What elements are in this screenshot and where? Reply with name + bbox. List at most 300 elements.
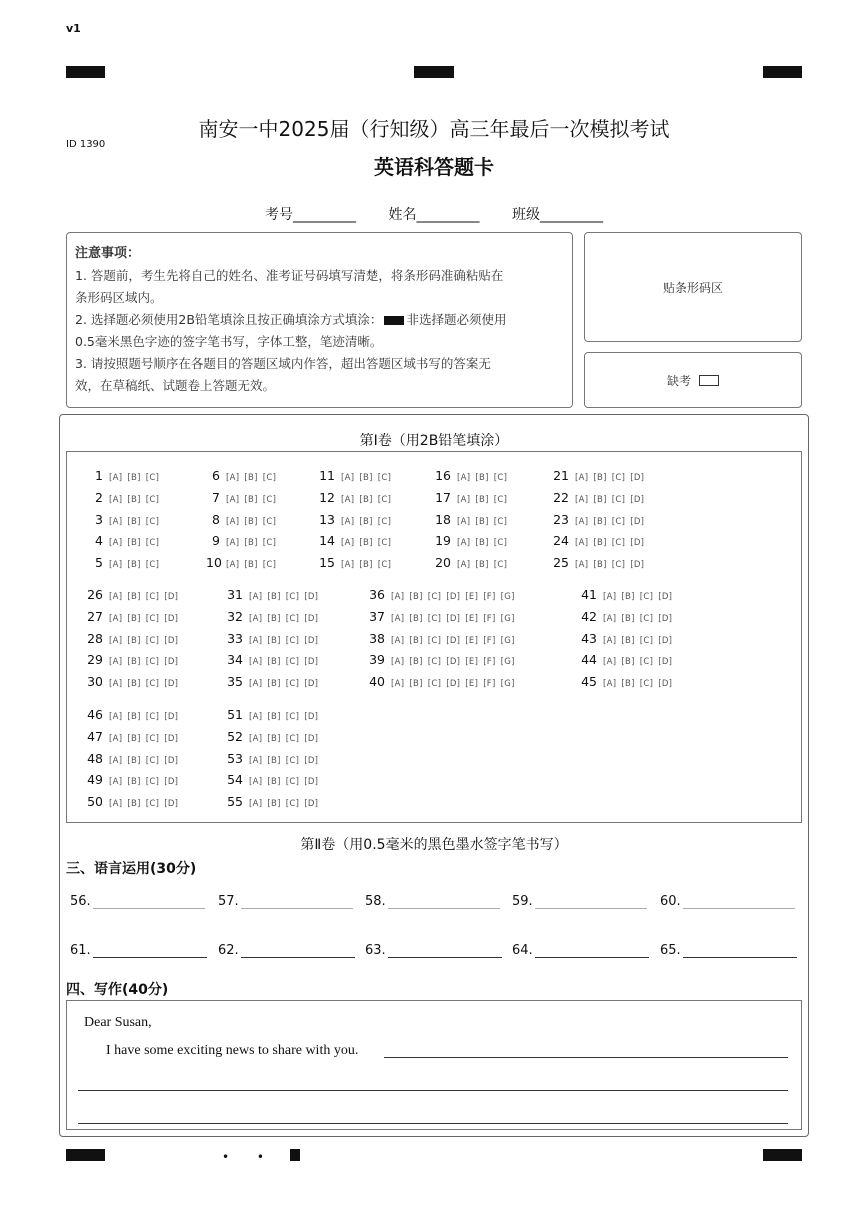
answer-bubble[interactable]: [A]: [226, 560, 240, 571]
answer-bubble[interactable]: [A]: [109, 538, 123, 549]
exam-number-field[interactable]: 考号_________: [265, 207, 357, 223]
answer-bubble[interactable]: [E]: [465, 635, 479, 646]
answer-bubble[interactable]: [B]: [127, 538, 141, 549]
answer-bubble[interactable]: [D]: [630, 494, 645, 505]
question-18-choices: [435, 512, 512, 527]
answer-bubble[interactable]: [A]: [603, 657, 617, 668]
blank-62[interactable]: 62.: [218, 943, 355, 958]
answer-bubble[interactable]: [D]: [164, 712, 179, 722]
answer-bubble[interactable]: [C]: [639, 679, 654, 690]
answer-bubble[interactable]: [A]: [249, 712, 263, 722]
notes-line: 0.5毫米黑色字迹的签字笔书写，字体工整，笔迹清晰。: [75, 334, 383, 349]
answer-bubble[interactable]: [C]: [639, 613, 654, 624]
answer-bubble[interactable]: [A]: [226, 473, 240, 483]
answer-bubble[interactable]: [C]: [377, 560, 392, 571]
answer-bubble[interactable]: [C]: [493, 473, 508, 483]
writing-area[interactable]: [66, 1000, 802, 1130]
answer-bubble[interactable]: [C]: [611, 538, 626, 549]
answer-bubble[interactable]: [A]: [457, 494, 471, 505]
answer-bubble[interactable]: [D]: [446, 635, 461, 646]
answer-bubble[interactable]: [A]: [391, 613, 405, 624]
question-14-choices: [319, 533, 396, 548]
answer-bubble[interactable]: [A]: [109, 733, 123, 744]
question-8-choices: [206, 512, 281, 527]
question-number: 3: [95, 511, 103, 527]
answer-bubble[interactable]: [C]: [639, 635, 654, 646]
blank-56[interactable]: 56.: [70, 894, 205, 909]
blank-60[interactable]: 60.: [660, 894, 795, 909]
answer-bubble[interactable]: [A]: [109, 777, 123, 788]
choice-answer-grid: [66, 451, 802, 823]
answer-bubble[interactable]: [D]: [164, 679, 179, 690]
question-12-choices: [319, 490, 396, 505]
question-number: 19: [435, 533, 451, 549]
answer-bubble[interactable]: [A]: [391, 657, 405, 668]
letter-first-sentence: I have some exciting news to share with you.: [106, 1043, 359, 1058]
question-25-choices: [551, 555, 649, 570]
question-number: 13: [319, 511, 335, 527]
answer-bubble[interactable]: [B]: [267, 613, 281, 624]
answer-bubble[interactable]: [B]: [127, 755, 141, 766]
answer-bubble[interactable]: [D]: [164, 657, 179, 668]
question-48-choices: [85, 751, 183, 766]
answer-bubble[interactable]: [D]: [630, 560, 645, 571]
answer-bubble[interactable]: [C]: [145, 799, 160, 810]
answer-bubble[interactable]: [A]: [341, 494, 355, 505]
answer-bubble[interactable]: [E]: [465, 679, 479, 690]
answer-bubble[interactable]: [B]: [267, 635, 281, 646]
answer-bubble[interactable]: [A]: [249, 679, 263, 690]
answer-bubble[interactable]: [B]: [244, 516, 258, 527]
answer-bubble[interactable]: [F]: [483, 635, 496, 646]
answer-bubble[interactable]: [C]: [262, 473, 277, 483]
answer-bubble[interactable]: [C]: [145, 755, 160, 766]
answer-bubble[interactable]: [A]: [109, 516, 123, 527]
answer-bubble[interactable]: [B]: [267, 592, 281, 602]
answer-bubble[interactable]: [D]: [304, 613, 319, 624]
question-number: 44: [581, 652, 597, 668]
answer-bubble[interactable]: [A]: [249, 799, 263, 810]
answer-bubble[interactable]: [A]: [391, 679, 405, 690]
answer-bubble[interactable]: [C]: [145, 733, 160, 744]
answer-bubble[interactable]: [D]: [164, 635, 179, 646]
timing-mark-bottom-right: [763, 1149, 802, 1161]
answer-bubble[interactable]: [B]: [127, 516, 141, 527]
answer-bubble[interactable]: [C]: [145, 712, 160, 722]
answer-bubble[interactable]: [C]: [262, 494, 277, 505]
answer-bubble[interactable]: [B]: [127, 592, 141, 602]
question-number: 4: [95, 533, 103, 549]
answer-bubble[interactable]: [C]: [427, 679, 442, 690]
answer-bubble[interactable]: [D]: [304, 799, 319, 810]
answer-bubble[interactable]: [A]: [109, 560, 123, 571]
answer-bubble[interactable]: [B]: [267, 712, 281, 722]
question-number: 37: [369, 608, 385, 624]
answer-bubble[interactable]: [B]: [267, 657, 281, 668]
question-38-choices: [367, 631, 520, 646]
notes-box: [66, 232, 573, 408]
question-50-choices: [85, 794, 183, 809]
answer-bubble[interactable]: [B]: [475, 560, 489, 571]
answer-bubble[interactable]: [A]: [249, 733, 263, 744]
question-30-choices: [85, 674, 183, 689]
blank-57[interactable]: 57.: [218, 894, 353, 909]
footer-dots: • • •: [222, 1150, 311, 1164]
answer-bubble[interactable]: [B]: [475, 473, 489, 483]
answer-bubble[interactable]: [C]: [493, 538, 508, 549]
answer-bubble[interactable]: [C]: [285, 755, 300, 766]
answer-bubble[interactable]: [A]: [109, 613, 123, 624]
notes-line: 条形码区域内。: [75, 290, 163, 305]
answer-bubble[interactable]: [C]: [145, 538, 160, 549]
barcode-label: 贴条形码区: [662, 280, 723, 295]
answer-bubble[interactable]: [A]: [341, 516, 355, 527]
answer-bubble[interactable]: [C]: [145, 613, 160, 624]
answer-bubble[interactable]: [D]: [164, 799, 179, 810]
answer-bubble[interactable]: [C]: [639, 657, 654, 668]
answer-bubble[interactable]: [B]: [621, 679, 635, 690]
question-number: 46: [87, 707, 103, 722]
answer-bubble[interactable]: [C]: [145, 657, 160, 668]
question-number: 23: [553, 511, 569, 527]
section2-title: 第Ⅱ卷（用0.5毫米的黑色墨水签字笔书写）: [300, 837, 568, 853]
answer-bubble[interactable]: [G]: [500, 657, 515, 668]
answer-bubble[interactable]: [D]: [658, 635, 673, 646]
answer-bubble[interactable]: [A]: [109, 635, 123, 646]
answer-bubble[interactable]: [D]: [658, 592, 673, 602]
exam-id: ID 1390: [66, 139, 106, 150]
question-number: 41: [581, 587, 597, 602]
answer-bubble[interactable]: [C]: [427, 657, 442, 668]
answer-bubble[interactable]: [B]: [127, 635, 141, 646]
blank-58[interactable]: 58.: [365, 894, 500, 909]
answer-bubble[interactable]: [B]: [127, 657, 141, 668]
answer-bubble[interactable]: [B]: [244, 538, 258, 549]
question-number: 5: [95, 555, 103, 571]
answer-bubble[interactable]: [D]: [446, 592, 461, 602]
question-26-choices: [85, 587, 183, 602]
question-6-choices: [206, 468, 281, 483]
answer-bubble[interactable]: [A]: [109, 592, 123, 602]
answer-bubble[interactable]: [B]: [621, 635, 635, 646]
answer-bubble[interactable]: [B]: [127, 799, 141, 810]
answer-bubble[interactable]: [G]: [500, 679, 515, 690]
question-number: 15: [319, 555, 335, 571]
answer-bubble[interactable]: [C]: [145, 473, 160, 483]
answer-bubble[interactable]: [B]: [475, 516, 489, 527]
question-19-choices: [435, 533, 512, 548]
writing-line[interactable]: [78, 1123, 788, 1124]
answer-bubble[interactable]: [A]: [575, 538, 589, 549]
answer-bubble[interactable]: [A]: [249, 777, 263, 788]
absent-box: [584, 352, 802, 408]
answer-bubble[interactable]: [D]: [658, 679, 673, 690]
answer-bubble[interactable]: [D]: [304, 635, 319, 646]
question-29-choices: [85, 652, 183, 667]
answer-bubble[interactable]: [C]: [611, 560, 626, 571]
answer-bubble[interactable]: [A]: [391, 592, 405, 602]
answer-bubble[interactable]: [C]: [285, 799, 300, 810]
barcode-area: [584, 232, 802, 342]
answer-bubble[interactable]: [B]: [244, 494, 258, 505]
answer-bubble[interactable]: [C]: [262, 560, 277, 571]
answer-bubble[interactable]: [D]: [304, 679, 319, 690]
answer-bubble[interactable]: [A]: [341, 538, 355, 549]
answer-bubble[interactable]: [C]: [427, 635, 442, 646]
answer-bubble[interactable]: [C]: [427, 592, 442, 602]
answer-bubble[interactable]: [D]: [446, 657, 461, 668]
answer-bubble[interactable]: [B]: [359, 494, 373, 505]
answer-bubble[interactable]: [B]: [409, 635, 423, 646]
question-28-choices: [85, 631, 183, 646]
answer-bubble[interactable]: [B]: [127, 679, 141, 690]
answer-bubble[interactable]: [D]: [304, 657, 319, 668]
question-5-choices: [91, 555, 164, 570]
answer-bubble[interactable]: [B]: [267, 755, 281, 766]
notes-line: 效，在草稿纸、试题卷上答题无效。: [75, 378, 276, 393]
answer-bubble[interactable]: [B]: [127, 613, 141, 624]
blank-59[interactable]: 59.: [512, 894, 647, 909]
answer-bubble[interactable]: [F]: [483, 679, 496, 690]
class-field[interactable]: 班级_________: [511, 207, 603, 223]
question-number: 40: [369, 674, 385, 690]
answer-bubble[interactable]: [A]: [575, 516, 589, 527]
answer-bubble[interactable]: [C]: [285, 657, 300, 668]
answer-bubble[interactable]: [C]: [145, 516, 160, 527]
answer-bubble[interactable]: [C]: [285, 679, 300, 690]
answer-bubble[interactable]: [B]: [621, 592, 635, 602]
answer-bubble[interactable]: [D]: [164, 592, 179, 602]
filled-bubble-example: [384, 316, 404, 325]
answer-bubble[interactable]: [A]: [603, 613, 617, 624]
blank-65[interactable]: 65.: [660, 943, 797, 958]
answer-bubble[interactable]: [D]: [658, 657, 673, 668]
answer-bubble[interactable]: [A]: [109, 679, 123, 690]
answer-bubble[interactable]: [B]: [359, 516, 373, 527]
question-3-choices: [91, 512, 164, 527]
answer-bubble[interactable]: [B]: [127, 494, 141, 505]
answer-bubble[interactable]: [C]: [262, 516, 277, 527]
answer-bubble[interactable]: [A]: [603, 635, 617, 646]
answer-bubble[interactable]: [C]: [285, 613, 300, 624]
answer-bubble[interactable]: [D]: [304, 733, 319, 744]
answer-bubble[interactable]: [F]: [483, 657, 496, 668]
answer-bubble[interactable]: [B]: [127, 733, 141, 744]
answer-bubble[interactable]: [B]: [475, 538, 489, 549]
answer-bubble[interactable]: [C]: [145, 635, 160, 646]
answer-bubble[interactable]: [B]: [593, 560, 607, 571]
answer-bubble[interactable]: [B]: [409, 613, 423, 624]
answer-bubble[interactable]: [B]: [127, 712, 141, 722]
answer-bubble[interactable]: [C]: [493, 516, 508, 527]
question-number: 7: [212, 489, 220, 505]
answer-bubble[interactable]: [A]: [575, 494, 589, 505]
answer-bubble[interactable]: [B]: [267, 733, 281, 744]
answer-bubble[interactable]: [D]: [304, 712, 319, 722]
answer-bubble[interactable]: [A]: [457, 560, 471, 571]
answer-bubble[interactable]: [A]: [109, 712, 123, 722]
question-number: 43: [581, 630, 597, 646]
answer-bubble[interactable]: [B]: [267, 679, 281, 690]
answer-bubble[interactable]: [D]: [304, 592, 319, 602]
answer-bubble[interactable]: [A]: [249, 657, 263, 668]
answer-bubble[interactable]: [A]: [249, 613, 263, 624]
answer-bubble[interactable]: [D]: [304, 777, 319, 788]
question-number: 31: [227, 587, 243, 602]
question-number: 53: [227, 750, 243, 766]
answer-bubble[interactable]: [B]: [359, 538, 373, 549]
answer-bubble[interactable]: [D]: [658, 613, 673, 624]
blank-64[interactable]: 64.: [512, 943, 649, 958]
question-number: 10: [206, 555, 222, 571]
writing-line[interactable]: [78, 1090, 788, 1091]
answer-bubble[interactable]: [F]: [483, 613, 496, 624]
question-number: 30: [87, 674, 103, 690]
answer-bubble[interactable]: [D]: [164, 733, 179, 744]
answer-bubble[interactable]: [B]: [244, 560, 258, 571]
answer-bubble[interactable]: [D]: [164, 755, 179, 766]
answer-bubble[interactable]: [A]: [457, 516, 471, 527]
answer-bubble[interactable]: [A]: [249, 635, 263, 646]
question-number: 47: [87, 728, 103, 744]
answer-bubble[interactable]: [E]: [465, 613, 479, 624]
answer-bubble[interactable]: [C]: [377, 494, 392, 505]
answer-bubble[interactable]: [A]: [603, 592, 617, 602]
name-field[interactable]: 姓名_________: [388, 207, 480, 223]
answer-bubble[interactable]: [C]: [639, 592, 654, 602]
answer-bubble[interactable]: [A]: [341, 473, 355, 483]
answer-bubble[interactable]: [B]: [593, 473, 607, 483]
answer-bubble[interactable]: [D]: [630, 473, 645, 483]
answer-bubble[interactable]: [C]: [377, 516, 392, 527]
answer-bubble[interactable]: [G]: [500, 635, 515, 646]
answer-bubble[interactable]: [C]: [611, 494, 626, 505]
answer-bubble[interactable]: [C]: [611, 473, 626, 483]
answer-bubble[interactable]: [G]: [500, 613, 515, 624]
answer-bubble[interactable]: [G]: [500, 592, 515, 602]
answer-bubble[interactable]: [A]: [457, 473, 471, 483]
answer-bubble[interactable]: [F]: [483, 592, 496, 602]
answer-bubble[interactable]: [C]: [285, 777, 300, 788]
answer-bubble[interactable]: [B]: [409, 592, 423, 602]
timing-mark-top-right: [763, 66, 802, 78]
answer-bubble[interactable]: [B]: [409, 679, 423, 690]
answer-bubble[interactable]: [E]: [465, 657, 479, 668]
answer-bubble[interactable]: [B]: [475, 494, 489, 505]
blank-63[interactable]: 63.: [365, 943, 502, 958]
answer-bubble[interactable]: [B]: [409, 657, 423, 668]
question-number: 35: [227, 674, 243, 690]
answer-bubble[interactable]: [C]: [145, 494, 160, 505]
answer-bubble[interactable]: [A]: [249, 592, 263, 602]
blank-61[interactable]: 61.: [70, 943, 207, 958]
answer-bubble[interactable]: [A]: [109, 657, 123, 668]
question-53-choices: [225, 751, 323, 766]
answer-bubble[interactable]: [C]: [285, 592, 300, 602]
answer-bubble[interactable]: [A]: [249, 755, 263, 766]
question-17-choices: [435, 490, 512, 505]
answer-bubble[interactable]: [A]: [109, 473, 123, 483]
answer-bubble[interactable]: [B]: [621, 613, 635, 624]
answer-bubble[interactable]: [C]: [377, 473, 392, 483]
answer-bubble[interactable]: [A]: [341, 560, 355, 571]
section1-title: 第Ⅰ卷（用2B铅笔填涂）: [359, 433, 509, 449]
question-number: 14: [319, 533, 335, 549]
question-37-choices: [367, 609, 520, 624]
question-number: 16: [435, 468, 451, 483]
answer-bubble[interactable]: [C]: [285, 712, 300, 722]
answer-bubble[interactable]: [A]: [226, 494, 240, 505]
answer-bubble[interactable]: [C]: [145, 592, 160, 602]
answer-bubble[interactable]: [D]: [630, 516, 645, 527]
answer-bubble[interactable]: [A]: [109, 494, 123, 505]
answer-bubble[interactable]: [B]: [593, 538, 607, 549]
answer-bubble[interactable]: [B]: [593, 494, 607, 505]
answer-bubble[interactable]: [A]: [109, 799, 123, 810]
answer-bubble[interactable]: [C]: [145, 560, 160, 571]
question-39-choices: [367, 652, 520, 667]
question-42-choices: [579, 609, 677, 624]
answer-bubble[interactable]: [D]: [446, 679, 461, 690]
answer-bubble[interactable]: [B]: [267, 799, 281, 810]
answer-bubble[interactable]: [C]: [427, 613, 442, 624]
answer-bubble[interactable]: [B]: [359, 473, 373, 483]
question-51-choices: [225, 707, 323, 722]
answer-bubble[interactable]: [B]: [127, 777, 141, 788]
question-number: 50: [87, 794, 103, 810]
answer-bubble[interactable]: [C]: [611, 516, 626, 527]
question-number: 29: [87, 652, 103, 668]
answer-bubble[interactable]: [A]: [226, 516, 240, 527]
answer-bubble[interactable]: [B]: [267, 777, 281, 788]
answer-bubble[interactable]: [A]: [575, 560, 589, 571]
answer-bubble[interactable]: [D]: [304, 755, 319, 766]
version-label: v1: [66, 22, 81, 35]
answer-bubble[interactable]: [C]: [493, 560, 508, 571]
answer-bubble[interactable]: [A]: [603, 679, 617, 690]
answer-bubble[interactable]: [C]: [285, 635, 300, 646]
question-31-choices: [225, 587, 323, 602]
question-number: 45: [581, 674, 597, 690]
answer-bubble[interactable]: [D]: [164, 777, 179, 788]
answer-bubble[interactable]: [B]: [127, 473, 141, 483]
answer-bubble[interactable]: [B]: [244, 473, 258, 483]
answer-bubble[interactable]: [C]: [493, 494, 508, 505]
answer-bubble[interactable]: [B]: [621, 657, 635, 668]
answer-bubble[interactable]: [D]: [164, 613, 179, 624]
answer-bubble[interactable]: [E]: [465, 592, 479, 602]
answer-bubble[interactable]: [D]: [446, 613, 461, 624]
writing-line[interactable]: [384, 1057, 788, 1058]
answer-bubble[interactable]: [D]: [630, 538, 645, 549]
answer-bubble[interactable]: [B]: [593, 516, 607, 527]
answer-bubble[interactable]: [A]: [391, 635, 405, 646]
answer-bubble[interactable]: [A]: [226, 538, 240, 549]
answer-bubble[interactable]: [C]: [145, 777, 160, 788]
answer-bubble[interactable]: [A]: [575, 473, 589, 483]
answer-bubble[interactable]: [B]: [359, 560, 373, 571]
question-35-choices: [225, 674, 323, 689]
answer-bubble[interactable]: [A]: [457, 538, 471, 549]
answer-bubble[interactable]: [C]: [377, 538, 392, 549]
answer-bubble[interactable]: [A]: [109, 755, 123, 766]
answer-bubble[interactable]: [B]: [127, 560, 141, 571]
answer-bubble[interactable]: [C]: [285, 733, 300, 744]
absent-checkbox[interactable]: [699, 375, 719, 386]
answer-bubble[interactable]: [C]: [262, 538, 277, 549]
answer-bubble[interactable]: [C]: [145, 679, 160, 690]
question-number: 32: [227, 608, 243, 624]
